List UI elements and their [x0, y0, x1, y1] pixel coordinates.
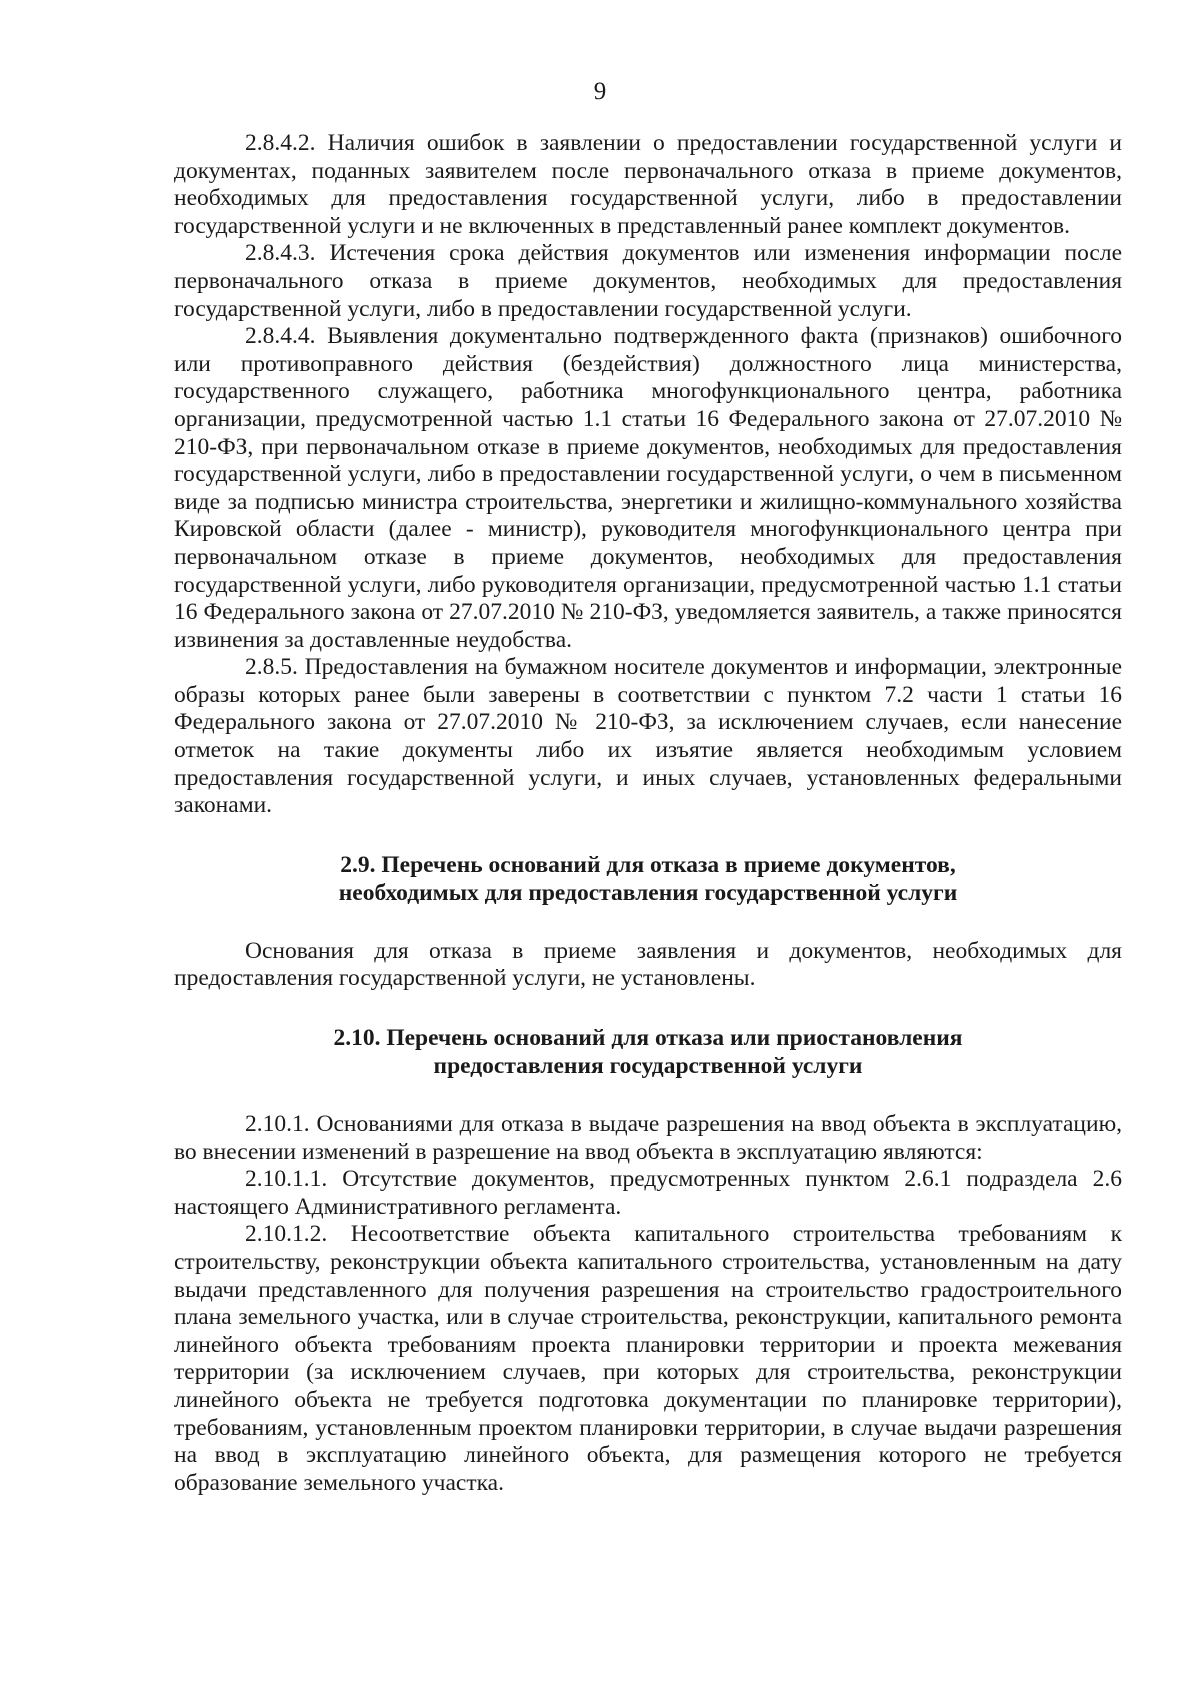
paragraph-2-9-body: Основания для отказа в приеме заявления и документов, необходимых для предоставления государственной услуги, не установлены.: [174, 937, 1122, 992]
paragraph-2-8-4-3: 2.8.4.3. Истечения срока действия документов или изменения информации после первоначального отказа в приеме документов, необходимых для предоставления государственной услуги, либо в предоставлении государственной услуги.: [174, 240, 1122, 322]
paragraph-2-10-1-2: 2.10.1.2. Несоответствие объекта капитального строительства требованиям к строительству, реконструкции объекта капитального строительства, установленным на дату выдачи представленного для получения разрешения на строительство градостроительного плана земельного участка, или в случае строительства, реконструкции, капитального ремонта линейного объекта требованиям проекта планировки территории и проекта межевания территории (за исключением случаев, при которых для строительства, реконструкции линейного объекта не требуется подготовка документации по планировке территории), требованиям, установленным проектом планировки территории, в случае выдачи разрешения на ввод в эксплуатацию линейного объекта, для размещения которого не требуется образование земельного участка.: [174, 1221, 1122, 1496]
section-2-10-heading-line-1: 2.10. Перечень оснований для отказа или приостановления: [333, 1025, 963, 1052]
section-2-10-heading: [174, 1024, 1122, 1080]
document-body: [174, 130, 1122, 1497]
section-2-10-heading-line-2: предоставления государственной услуги: [433, 1053, 863, 1080]
page-number: 9: [593, 78, 607, 105]
paragraph-2-8-4-2: 2.8.4.2. Наличия ошибок в заявлении о предоставлении государственной услуги и документах, поданных заявителем после первоначального отказа в приеме документов, необходимых для предоставления государственной услуги, либо в предоставлении государственной услуги и не включенных в представленный ранее комплект документов.: [174, 130, 1122, 239]
section-2-9-heading-line-1: 2.9. Перечень оснований для отказа в приеме документов,: [340, 851, 956, 878]
paragraph-2-10-1: 2.10.1. Основаниями для отказа в выдаче разрешения на ввод объекта в эксплуатацию, во внесении изменений в разрешение на ввод объекта в эксплуатацию являются:: [174, 1111, 1122, 1165]
section-2-9-heading-line-2: необходимых для предоставления государственной услуги: [338, 879, 958, 906]
paragraph-2-8-4-4: 2.8.4.4. Выявления документально подтвержденного факта (признаков) ошибочного или противоправного действия (бездействия) должностного лица министерства, государственного служащего, работника многофункционального центра, работника организации, предусмотренной частью 1.1 статьи 16 Федерального закона от 27.07.2010 № 210-ФЗ, при первоначальном отказе в приеме документов, необходимых для предоставления государственной услуги, либо в предоставлении государственной услуги, о чем в письменном виде за подписью министра строительства, энергетики и жилищно-коммунального хозяйства Кировской области (далее - министр), руководителя многофункционального центра при первоначальном отказе в приеме документов, необходимых для предоставления государственной услуги, либо руководителя организации, предусмотренной частью 1.1 статьи 16 Федерального закона от 27.07.2010 № 210-ФЗ, уведомляется заявитель, а также приносятся извинения за доставленные неудобства.: [174, 323, 1122, 653]
section-2-9-heading: [174, 851, 1122, 907]
paragraph-2-10-1-1: 2.10.1.1. Отсутствие документов, предусмотренных пунктом 2.6.1 подраздела 2.6 настоящего Административного регламента.: [174, 1166, 1122, 1220]
paragraph-2-8-5: 2.8.5. Предоставления на бумажном носителе документов и информации, электронные образы которых ранее были заверены в соответствии с пунктом 7.2 части 1 статьи 16 Федерального закона от 27.07.2010 № 210-ФЗ, за исключением случаев, если нанесение отметок на такие документы либо их изъятие является необходимым условием предоставления государственной услуги, и иных случаев, установленных федеральными законами.: [174, 654, 1122, 819]
